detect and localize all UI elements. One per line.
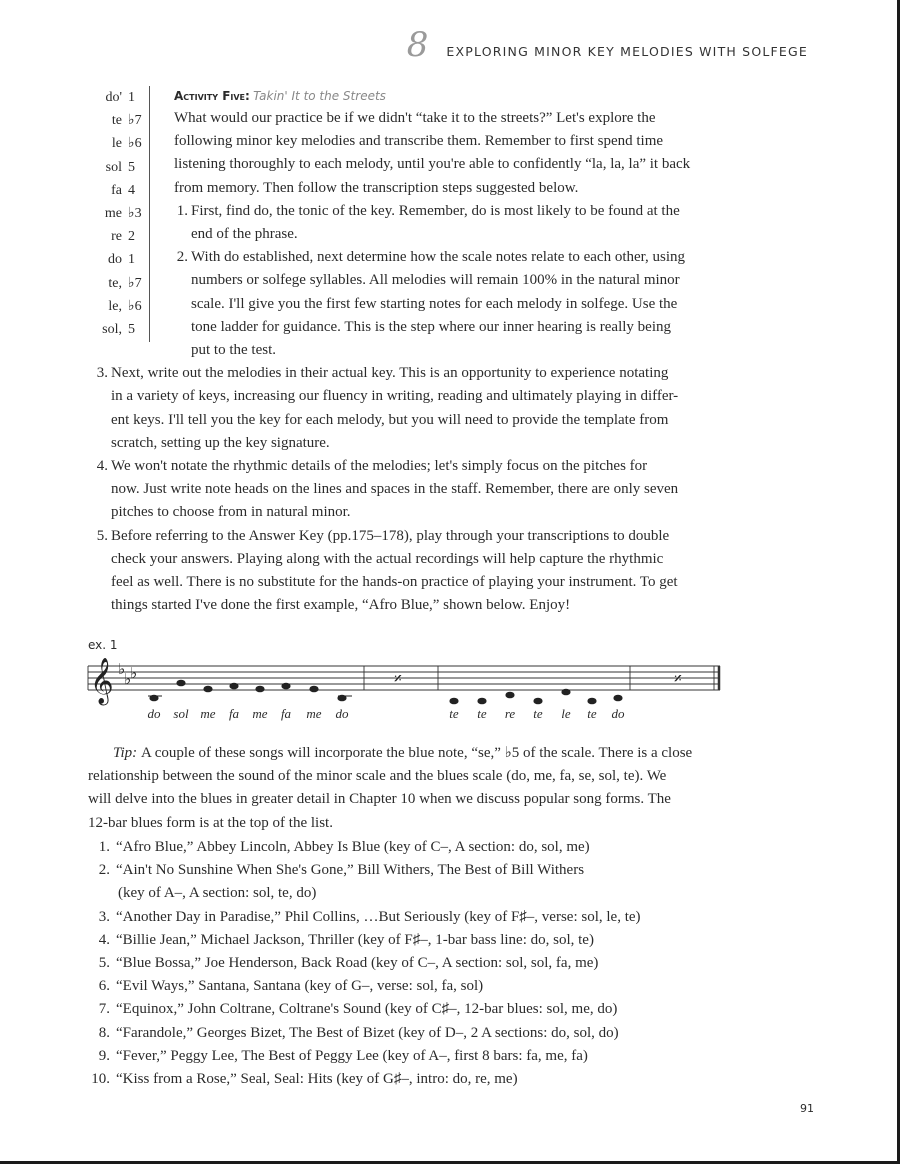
song-number: 5.: [98, 955, 110, 971]
ladder-degree: 5: [128, 159, 135, 175]
step-line: pitches to choose from in natural minor.: [111, 504, 351, 521]
chapter-title: EXPLORING MINOR KEY MELODIES WITH SOLFEGE: [446, 44, 808, 59]
step-line: numbers or solfege syllables. All melodies will remain 100% in the natural minor: [191, 272, 680, 289]
song-number: 10.: [91, 1071, 110, 1087]
song-entry: “Another Day in Paradise,” Phil Collins, …But Seriously (key of F♯–, verse: sol, le, te): [116, 908, 641, 925]
ladder-syllable: le,: [108, 298, 122, 314]
notehead: [203, 686, 212, 693]
tip-line: will delve into the blues in greater detail in Chapter 10 when we discuss popular song forms. The: [88, 791, 671, 808]
song-entry: “Evil Ways,” Santana, Santana (key of G–, verse: sol, fa, sol): [116, 978, 484, 995]
step-line: Before referring to the Answer Key (pp.175–178), play through your transcriptions to double: [111, 527, 670, 544]
step-line: With do established, next determine how the scale notes relate to each other, using: [191, 249, 686, 266]
ladder-syllable: te: [111, 113, 122, 129]
ladder-syllable: le: [111, 136, 122, 152]
running-head: [406, 25, 808, 65]
notehead: [613, 695, 622, 702]
step-line: First, find do, the tonic of the key. Remember, do is most likely to be found at the: [191, 202, 680, 219]
intro-line: following minor key melodies and transcribe them. Remember to first spend time: [174, 133, 664, 150]
ladder-degree: ♭7: [128, 113, 142, 129]
step-line: put to the test.: [191, 342, 276, 358]
ladder-syllable: do: [108, 252, 122, 268]
song-entry: “Ain't No Sunshine When She's Gone,” Bill Withers, The Best of Bill Withers: [116, 862, 585, 879]
song-number: 9.: [98, 1047, 110, 1064]
solfege-syllable: me: [252, 706, 268, 721]
ladder-syllable: sol,: [102, 322, 122, 337]
song-entry: “Equinox,” John Coltrane, Coltrane's Sound (key of C♯–, 12-bar blues: sol, me, do): [116, 1001, 618, 1018]
ladder-degree: ♭6: [128, 298, 142, 314]
solfege-syllable: te: [477, 706, 487, 721]
song-entry: “Blue Bossa,” Joe Henderson, Back Road (key of C–, A section: sol, sol, fa, me): [116, 955, 599, 971]
song-entry: “Farandole,” Georges Bizet, The Best of Bizet (key of D–, 2 A sections: do, sol, do): [116, 1024, 619, 1041]
svg-text:𝄎: 𝄎: [394, 669, 402, 688]
song-number: 6.: [98, 978, 110, 995]
intro-line: from memory. Then follow the transcription steps suggested below.: [174, 179, 579, 196]
song-number: 8.: [98, 1024, 110, 1041]
notehead: [281, 683, 290, 690]
ladder-degree: ♭3: [128, 206, 142, 221]
song-entry: (key of A–, A section: sol, te, do): [118, 885, 317, 902]
ladder-syllable: re: [111, 229, 122, 245]
solfege-syllable: me: [200, 706, 216, 721]
intro-line: What would our practice be if we didn't “take it to the streets?” Let's explore the: [174, 110, 656, 126]
tone-ladder-rung: [90, 132, 152, 156]
tone-ladder-rung: [90, 202, 152, 226]
example-label: ex. 1: [88, 638, 118, 652]
solfege-syllable: do: [611, 706, 625, 721]
step-line: now. Just write note heads on the lines and spaces in the staff. Remember, there are only seven: [111, 481, 679, 498]
tone-ladder-rung: [90, 225, 152, 249]
solfege-syllable: le: [561, 706, 571, 721]
step-line: scratch, setting up the key signature.: [111, 434, 330, 451]
song-number: 2.: [98, 862, 110, 879]
activity-heading: [174, 86, 386, 106]
notehead: [561, 689, 570, 696]
step-number: 2.: [176, 249, 188, 266]
notehead: [533, 698, 542, 705]
noteheads: [149, 680, 622, 705]
ladder-degree: 1: [128, 90, 135, 105]
tone-ladder-rung: [90, 109, 152, 133]
song-number: 4.: [98, 931, 110, 948]
step-line: tone ladder for guidance. This is the step where our inner hearing is really being: [191, 318, 671, 335]
song-number: 7.: [98, 1001, 110, 1018]
tone-ladder-rung: [90, 248, 152, 272]
solfege-syllable: do: [147, 706, 161, 721]
step-line: things started I've done the first example, “Afro Blue,” shown below. Enjoy!: [111, 597, 571, 614]
step-line: scale. I'll give you the first few starting notes for each melody in solfege. Use the: [191, 295, 678, 312]
tip-line: relationship between the sound of the minor scale and the blues scale (do, me, fa, se, sol, te). We: [88, 768, 667, 785]
solfege-syllable: te: [449, 706, 459, 721]
notehead: [229, 683, 238, 690]
svg-text:♭: ♭: [118, 660, 126, 678]
solfege-syllable: re: [504, 706, 516, 721]
step-line: Next, write out the melodies in their actual key. This is an opportunity to experience notating: [111, 365, 669, 382]
solfege-syllable: me: [306, 706, 322, 721]
tip-line: 12-bar blues form is at the top of the list.: [88, 814, 333, 831]
ladder-syllable: te,: [108, 275, 122, 291]
solfege-syllable: te: [533, 706, 543, 721]
activity-label: Activity Five:: [174, 89, 250, 103]
step-line: feel as well. There is no substitute for the hands-on practice of playing your instrument. To get: [111, 574, 678, 590]
ladder-degree: 1: [128, 252, 135, 268]
tip-label: Tip:: [113, 745, 138, 761]
solfege-syllable: sol: [173, 706, 189, 721]
notehead: [255, 686, 264, 693]
intro-line: listening thoroughly to each melody, until you're able to confidently “la, la, la” it back: [174, 156, 691, 173]
step-number: 5.: [96, 527, 108, 544]
tone-ladder-rule: [149, 86, 150, 342]
tone-ladder-rung: [90, 156, 152, 180]
ladder-degree: 4: [128, 182, 135, 198]
ladder-syllable: do': [105, 90, 122, 105]
step-number: 4.: [96, 458, 108, 474]
treble-clef-icon: 𝄞: [90, 658, 114, 704]
tip-line: A couple of these songs will incorporate the blue note, “se,” ♭5 of the scale. There is a close: [141, 745, 693, 761]
step-number: 1.: [176, 202, 188, 219]
tone-ladder-rung: [90, 179, 152, 203]
solfege-syllable: do: [335, 706, 349, 721]
svg-text:♭: ♭: [130, 664, 138, 682]
song-entry: “Billie Jean,” Michael Jackson, Thriller (key of F♯–, 1-bar bass line: do, sol, te): [116, 931, 594, 948]
song-entry: “Afro Blue,” Abbey Lincoln, Abbey Is Blue (key of C–, A section: do, sol, me): [116, 839, 590, 855]
tone-ladder-rung: [90, 272, 152, 296]
solfege-syllable: te: [587, 706, 597, 721]
song-entry: “Kiss from a Rose,” Seal, Seal: Hits (key of G♯–, intro: do, re, me): [116, 1071, 518, 1087]
step-line: ent keys. I'll tell you the key for each melody, but you will need to provide the template from: [111, 411, 669, 428]
ladder-syllable: sol: [105, 159, 122, 175]
song-entry: “Fever,” Peggy Lee, The Best of Peggy Lee (key of A–, first 8 bars: fa, me, fa): [116, 1047, 588, 1064]
activity-subtitle: Takin' It to the Streets: [253, 89, 386, 103]
notehead: [477, 698, 486, 705]
notehead: [176, 680, 185, 687]
solfege-syllable: fa: [280, 706, 292, 721]
ladder-syllable: me: [104, 206, 122, 221]
notehead: [449, 698, 458, 705]
step-line: end of the phrase.: [191, 226, 298, 242]
step-number: 3.: [96, 365, 108, 382]
ladder-degree: ♭6: [128, 136, 142, 152]
tone-ladder-rung: [90, 295, 152, 319]
song-number: 3.: [98, 908, 110, 925]
svg-text:♭: ♭: [124, 670, 132, 688]
tone-ladder-rung: [90, 86, 152, 110]
svg-text:𝄎: 𝄎: [674, 669, 682, 688]
tone-ladder-rung: [90, 318, 152, 342]
notehead: [505, 692, 514, 699]
step-line: in a variety of keys, increasing our fluency in writing, reading and ultimately playing in differ-: [111, 388, 679, 405]
ladder-syllable: fa: [111, 182, 122, 198]
page-number: 91: [800, 1102, 814, 1115]
notehead: [309, 686, 318, 693]
ladder-degree: ♭7: [128, 275, 142, 291]
step-line: We won't notate the rhythmic details of the melodies; let's simply focus on the pitches for: [111, 458, 648, 474]
step-line: check your answers. Playing along with the actual recordings will help capture the rhythmic: [111, 550, 664, 567]
chapter-number: 8: [406, 25, 429, 65]
notehead: [587, 698, 596, 705]
ladder-degree: 2: [128, 229, 135, 245]
song-number: 1.: [98, 839, 110, 855]
ladder-degree: 5: [128, 322, 135, 337]
solfege-syllable: fa: [228, 706, 240, 721]
